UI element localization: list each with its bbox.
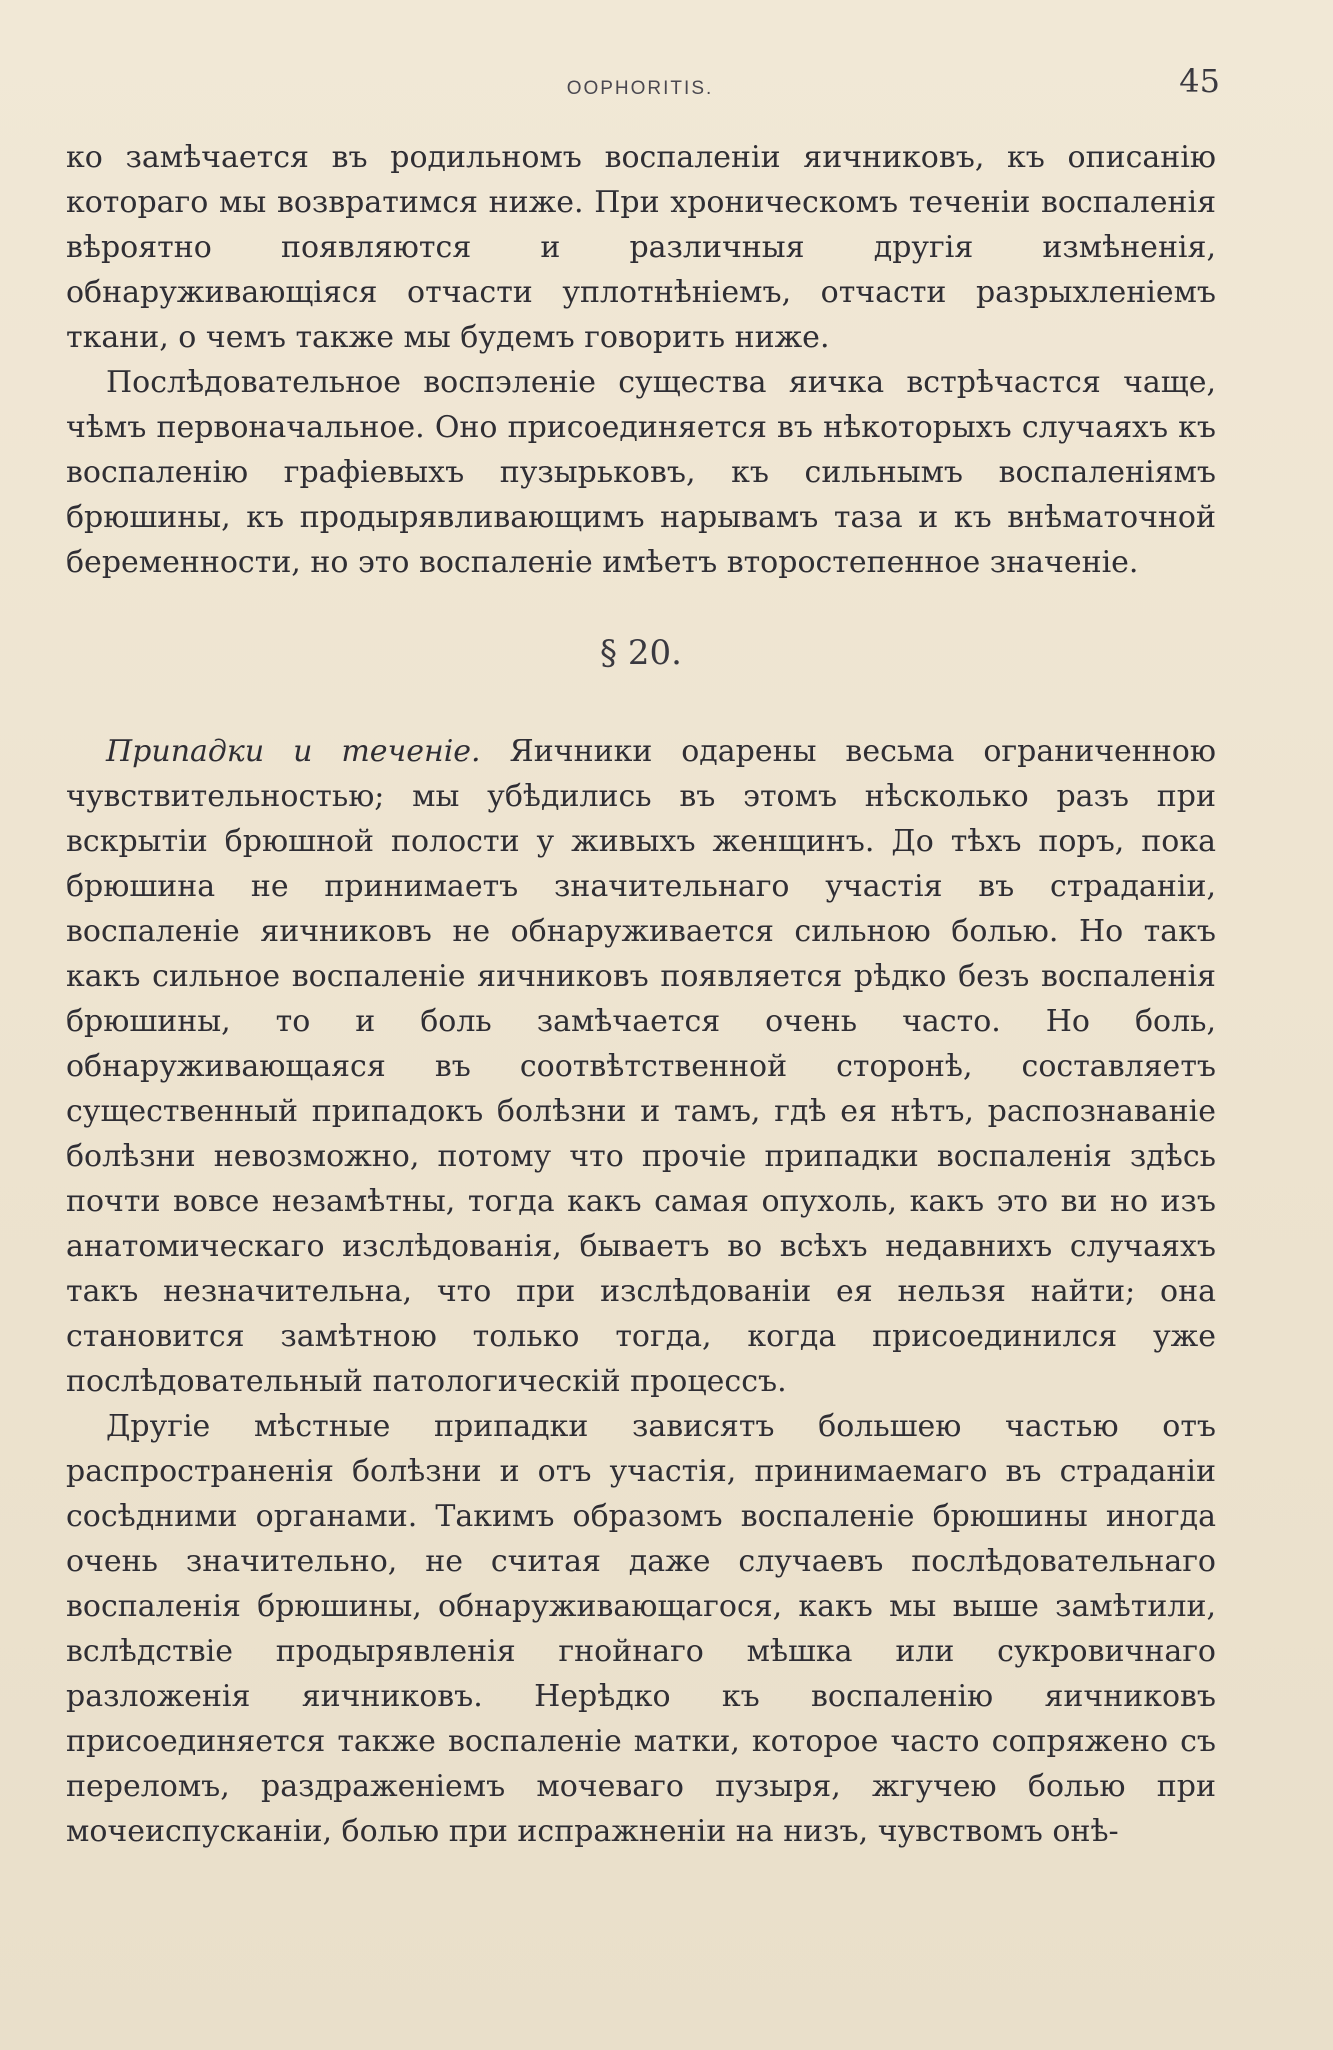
paragraph-secondary-inflammation [66,360,1216,585]
page-body [66,135,1216,1854]
paragraph-text: Яичники одарены весьма ограниченною чувствительностью; мы убѣдились въ этомъ нѣсколько разъ при вскрытіи брюшной полости у живыхъ женщинъ. До тѣхъ поръ, пока брюшина не принимаетъ значительнаго участія въ страданіи, воспаленіе яичниковъ не обнаруживается сильною болью. Но такъ какъ сильное воспаленіе яичниковъ появляется рѣдко безъ воспаленія брюшины, то и боль замѣчается очень часто. Но боль, обнаруживающаяся въ соотвѣтственной сторонѣ, составляетъ существенный припадокъ болѣзни и тамъ, гдѣ ея нѣтъ, распознаваніе болѣзни невозможно, потому что прочіе припадки воспаленія здѣсь почти вовсе незамѣтны, тогда какъ самая опухоль, какъ это ви но изъ анатомическаго изслѣдованія, бываетъ во всѣхъ недавнихъ случаяхъ такъ незначительна, что при изслѣдованіи ея нельзя найти; она становится замѣтною только тогда, когда присоединился уже послѣдовательный патологическій процессъ. [66,734,1216,1399]
running-title: OOPHORITIS. [566,78,714,99]
paragraph-local-symptoms [66,1404,1216,1854]
paragraph-symptoms [66,729,1216,1404]
paragraph-continuation [66,135,1216,360]
paragraph-text: ко замѣчается въ родильномъ воспаленіи яичниковъ, къ описанію котораго мы возвратимся ниже. При хроническомъ теченіи воспаленія вѣроятно появляются и различныя другія измѣненія, обнаруживающіяся отчасти уплотнѣніемъ, отчасти разрыхленіемъ ткани, о чемъ также мы будемъ говорить ниже. [66,140,1216,355]
page-number: 45 [1179,62,1220,100]
paragraph-text: Послѣдовательное воспэленіе существа яичка встрѣчастся чаще, чѣмъ первоначальное. Оно присоединяется въ нѣкоторыхъ случаяхъ къ воспаленію графіевыхъ пузырьковъ, къ сильнымъ воспаленіямъ брюшины, къ продырявливающимъ нарывамъ таза и къ внѣматочной беременности, но это воспаленіе имѣетъ второстепенное значеніе. [66,365,1216,580]
running-header [60,62,1220,112]
paragraph-text: Другіе мѣстные припадки зависятъ большею частью отъ распространенія болѣзни и отъ участія, принимаемаго въ страданіи сосѣдними органами. Такимъ образомъ воспаленіе брюшины иногда очень значительно, не считая даже случаевъ послѣдовательнаго воспаленія брюшины, обнаруживающагося, какъ мы выше замѣтили, вслѣдствіе продырявленія гнойнаго мѣшка или сукровичнаго разложенія яичниковъ. Нерѣдко къ воспаленію яичниковъ присоединяется также воспаленіе матки, которое часто сопряжено съ переломъ, раздраженіемъ мочеваго пузыря, жгучею болью при мочеиспусканіи, болью при испражненіи на низъ, чувствомъ онѣ- [66,1409,1216,1849]
paragraph-lead-italic: Припадки и теченіе. [106,734,481,769]
section-heading: § 20. [600,633,682,673]
